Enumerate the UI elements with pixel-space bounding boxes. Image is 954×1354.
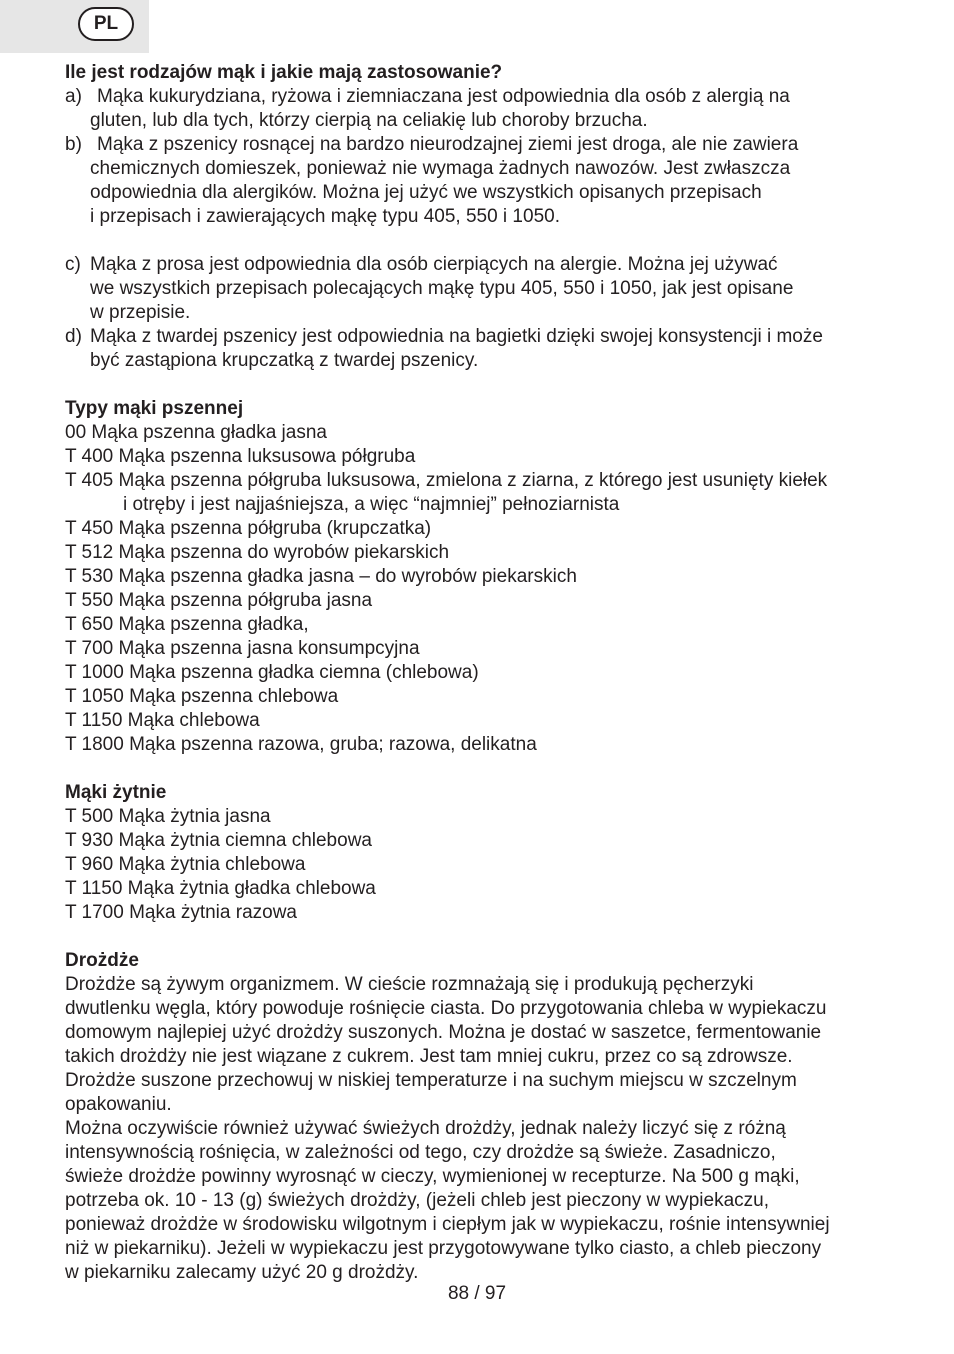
- list-line: i przepisach i zawierających mąkę typu 405, 550 i 1050.: [90, 206, 560, 227]
- list-line: Mąka z pszenicy rosnącej na bardzo nieurodzajnej ziemi jest droga, ale nie zawiera: [97, 134, 799, 155]
- yeast-line: Drożdże suszone przechowuj w niskiej temperaturze i na suchym miejscu w szczelnym: [65, 1070, 797, 1091]
- wheat-flour-item: T 1050 Mąka pszenna chlebowa: [65, 686, 339, 707]
- yeast-line: dwutlenku węgla, który powoduje rośnięcie ciasta. Do przygotowania chleba w wypiekaczu: [65, 998, 827, 1019]
- yeast-line: w piekarniku zalecamy użyć 20 g drożdży.: [65, 1262, 419, 1283]
- list-item: [65, 85, 905, 133]
- language-badge: PL: [78, 7, 134, 41]
- yeast-line: Drożdże są żywym organizmem. W cieście rozmnażają się i produkują pęcherzyki: [65, 974, 754, 995]
- wheat-flour-item: T 530 Mąka pszenna gładka jasna – do wyrobów piekarskich: [65, 566, 577, 587]
- wheat-flour-item: T 450 Mąka pszenna półgruba (krupczatka): [65, 518, 432, 539]
- wheat-flour-item: T 400 Mąka pszenna luksusowa półgruba: [65, 446, 416, 467]
- list-line: być zastąpiona krupczatką z twardej pszenicy.: [90, 350, 479, 371]
- rye-flour-item: T 930 Mąka żytnia ciemna chlebowa: [65, 830, 372, 851]
- wheat-flour-item: T 1000 Mąka pszenna gładka ciemna (chlebowa): [65, 662, 479, 683]
- page-content: [65, 61, 905, 1285]
- list-line: we wszystkich przepisach polecających mąkę typu 405, 550 i 1050, jak jest opisane: [90, 278, 794, 299]
- yeast-line: opakowaniu.: [65, 1094, 172, 1115]
- yeast-line: takich drożdży nie jest wiązane z cukrem. Jest tam mniej cukru, przez co są zdrowsze.: [65, 1046, 793, 1067]
- wheat-flour-item-continuation: i otręby i jest najjaśniejsza, a więc “najmniej” pełnoziarnista: [123, 494, 620, 515]
- wheat-flour-item: T 700 Mąka pszenna jasna konsumpcyjna: [65, 638, 420, 659]
- rye-flour-heading: Mąki żytnie: [65, 782, 167, 803]
- wheat-flour-item: 00 Mąka pszenna gładka jasna: [65, 422, 327, 443]
- wheat-flour-item: T 1150 Mąka chlebowa: [65, 710, 260, 731]
- list-line: Mąka kukurydziana, ryżowa i ziemniaczana jest odpowiednia dla osób z alergią na: [97, 86, 790, 107]
- rye-flour-item: T 500 Mąka żytnia jasna: [65, 806, 271, 827]
- list-line: odpowiednia dla alergików. Można jej użyć we wszystkich opisanych przepisach: [90, 182, 762, 203]
- list-line: Mąka z prosa jest odpowiednia dla osób cierpiących na alergie. Można jej używać: [90, 254, 778, 275]
- list-item: [65, 253, 905, 325]
- list-marker: c): [65, 254, 81, 275]
- list-item: [65, 133, 905, 229]
- wheat-flour-item: T 512 Mąka pszenna do wyrobów piekarskich: [65, 542, 450, 563]
- yeast-line: niż w piekarniku). Jeżeli w wypiekaczu jest przygotowywane tylko ciasto, a chleb pieczony: [65, 1238, 822, 1259]
- list-line: Mąka z twardej pszenicy jest odpowiednia na bagietki dzięki swojej konsystencji i może: [90, 326, 823, 347]
- yeast-line: Można oczywiście również używać świeżych drożdży, jednak należy liczyć się z różną: [65, 1118, 786, 1139]
- rye-flour-item: T 1700 Mąka żytnia razowa: [65, 902, 297, 923]
- list-marker: d): [65, 326, 82, 347]
- rye-flour-item: T 1150 Mąka żytnia gładka chlebowa: [65, 878, 376, 899]
- list-item: [65, 325, 905, 373]
- yeast-line: domowym najlepiej użyć drożdży suszonych. Można je dostać w saszetce, fermentowanie: [65, 1022, 822, 1043]
- yeast-line: intensywnością rośnięcia, w zależności od tego, czy drożdże są świeże. Zasadniczo,: [65, 1142, 776, 1163]
- wheat-flour-heading: Typy mąki pszennej: [65, 398, 244, 419]
- yeast-line: ponieważ drożdże w środowisku wilgotnym i ciepłym jak w wypiekaczu, rośnie intensywniej: [65, 1214, 830, 1235]
- language-tab: [0, 0, 149, 53]
- yeast-heading: Drożdże: [65, 950, 139, 971]
- list-line: gluten, lub dla tych, którzy cierpią na celiakię lub choroby brzucha.: [90, 110, 648, 131]
- list-line: chemicznych domieszek, ponieważ nie wymaga żadnych nawozów. Jest zwłaszcza: [90, 158, 791, 179]
- list-line: w przepisie.: [90, 302, 191, 323]
- yeast-line: potrzeba ok. 10 - 13 (g) świeżych drożdży, (jeżeli chleb jest pieczony w wypiekaczu,: [65, 1190, 770, 1211]
- rye-flour-item: T 960 Mąka żytnia chlebowa: [65, 854, 306, 875]
- yeast-line: świeże drożdże powinny wyrosnąć w cieczy, wymienionej w recepturze. Na 500 g mąki,: [65, 1166, 800, 1187]
- wheat-flour-item: T 1800 Mąka pszenna razowa, gruba; razowa, delikatna: [65, 734, 537, 755]
- wheat-flour-item: T 550 Mąka pszenna półgruba jasna: [65, 590, 373, 611]
- wheat-flour-item: T 405 Mąka pszenna półgruba luksusowa, zmielona z ziarna, z którego jest usunięty kiełek: [65, 470, 828, 491]
- wheat-flour-item: T 650 Mąka pszenna gładka,: [65, 614, 309, 635]
- flour-types-heading: Ile jest rodzajów mąk i jakie mają zastosowanie?: [65, 62, 503, 83]
- page-number: 88 / 97: [447, 1283, 507, 1304]
- list-marker: b): [65, 134, 82, 155]
- list-marker: a): [65, 86, 82, 107]
